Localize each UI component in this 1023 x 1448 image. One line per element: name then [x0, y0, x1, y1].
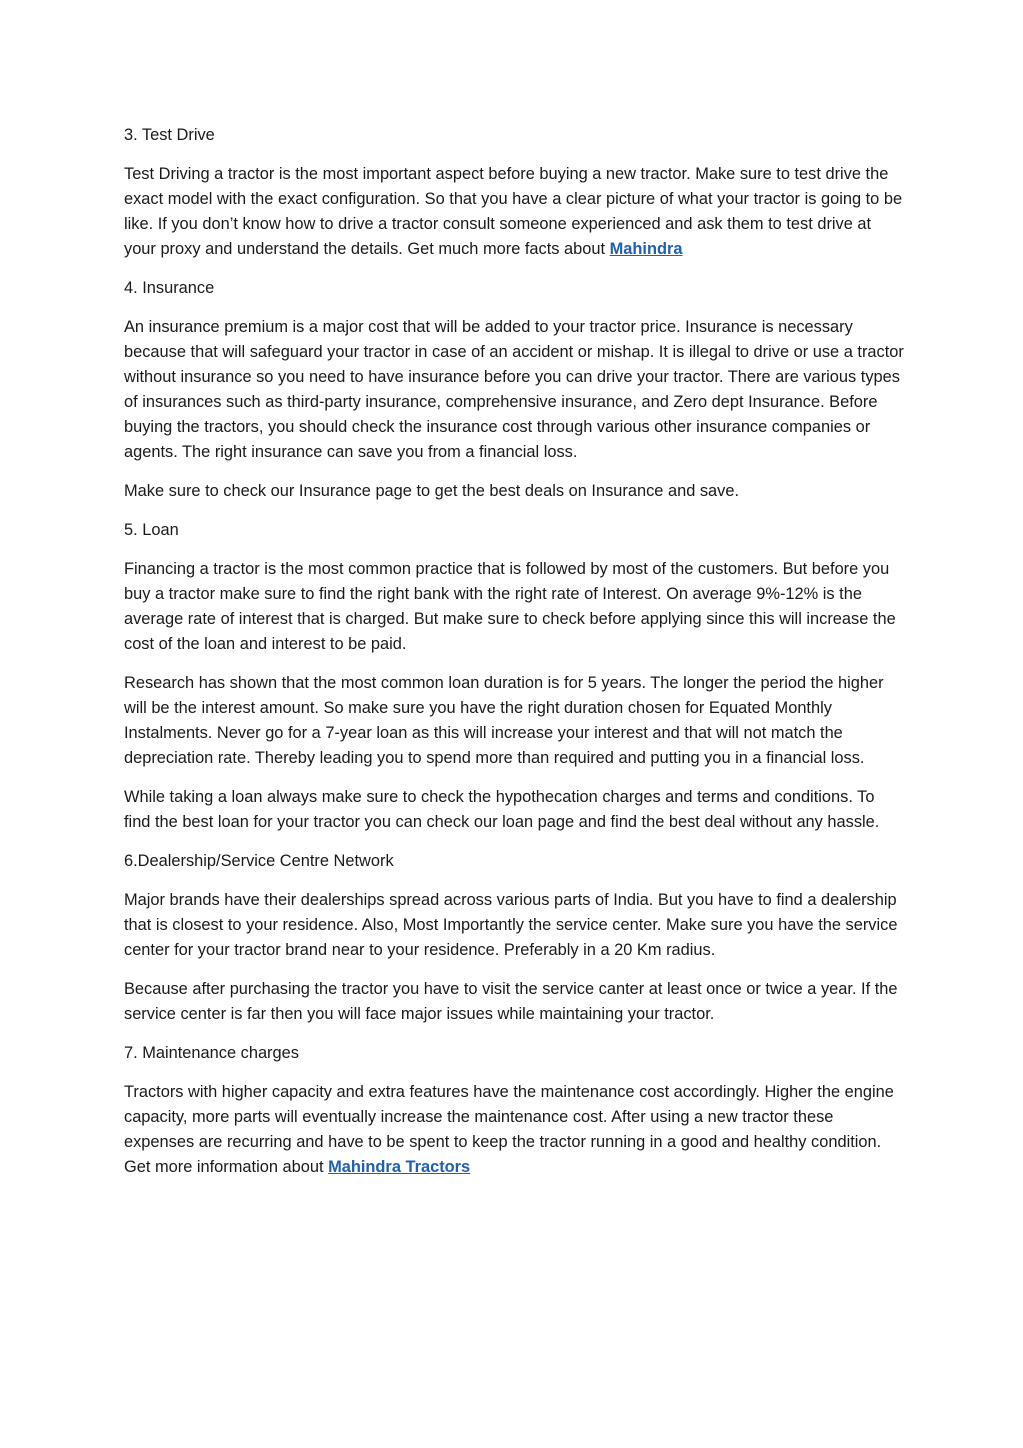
section-heading-loan: 5. Loan	[124, 521, 179, 539]
section-heading-maintenance: 7. Maintenance charges	[124, 1044, 299, 1062]
section-heading-dealership: 6.Dealership/Service Centre Network	[124, 852, 394, 870]
loan-paragraph-1: Financing a tractor is the most common practice that is followed by most of the customers. But before you buy a tractor make sure to find the right bank with the right rate of Interest. On average 9%-12% is the average rate of interest that is charged. But make sure to check before applying since this will increase the cost of the loan and interest to be paid.	[124, 560, 896, 653]
mahindra-link[interactable]: Mahindra	[609, 240, 683, 258]
dealership-paragraph-1: Major brands have their dealerships spread across various parts of India. But you have to find a dealership that is closest to your residence. Also, Most Importantly the service center. Make sure you have the service center for your tractor brand near to your residence. Preferably in a 20 Km radius.	[124, 891, 898, 959]
maintenance-paragraph	[124, 1080, 904, 1180]
test-drive-text: Test Driving a tractor is the most important aspect before buying a new tractor. Make sure to test drive the exact model with the exact configuration. So that you have a clear picture of what your tractor is going to be like. If you don’t know how to drive a tractor consult someone experienced and ask them to test drive at your proxy and understand the details. Get much more facts about	[124, 165, 903, 258]
maintenance-text: Tractors with higher capacity and extra features have the maintenance cost accordingly. Higher the engine capacity, more parts will eventually increase the maintenance cost. After using a new tractor these expenses are recurring and have to be spent to keep the tractor running in a good and healthy condition. Get more information about	[124, 1083, 894, 1176]
insurance-paragraph-1: An insurance premium is a major cost that will be added to your tractor price. Insurance is necessary because that will safeguard your tractor in case of an accident or mishap. It is illegal to drive or use a tractor without insurance so you need to have insurance before you can drive your tractor. There are various types of insurances such as third-party insurance, comprehensive insurance, and Zero dept Insurance. Before buying the tractors, you should check the insurance cost through various other insurance companies or agents. The right insurance can save you from a financial loss.	[124, 318, 904, 461]
section-heading-test-drive: 3. Test Drive	[124, 126, 215, 144]
loan-paragraph-2: Research has shown that the most common loan duration is for 5 years. The longer the period the higher will be the interest amount. So make sure you have the right duration chosen for Equated Monthly Instalments. Never go for a 7-year loan as this will increase your interest and that will not match the depreciation rate. Thereby leading you to spend more than required and putting you in a financial loss.	[124, 674, 884, 767]
section-heading-insurance: 4. Insurance	[124, 279, 215, 297]
document-body	[124, 123, 904, 1194]
mahindra-tractors-link[interactable]: Mahindra Tractors	[328, 1158, 471, 1176]
dealership-paragraph-2: Because after purchasing the tractor you have to visit the service canter at least once or twice a year. If the service center is far then you will face major issues while maintaining your tractor.	[124, 980, 898, 1023]
test-drive-paragraph	[124, 162, 904, 262]
insurance-paragraph-2: Make sure to check our Insurance page to get the best deals on Insurance and save.	[124, 482, 740, 500]
loan-paragraph-3: While taking a loan always make sure to check the hypothecation charges and terms and conditions. To find the best loan for your tractor you can check our loan page and find the best deal without any hassle.	[124, 788, 880, 831]
